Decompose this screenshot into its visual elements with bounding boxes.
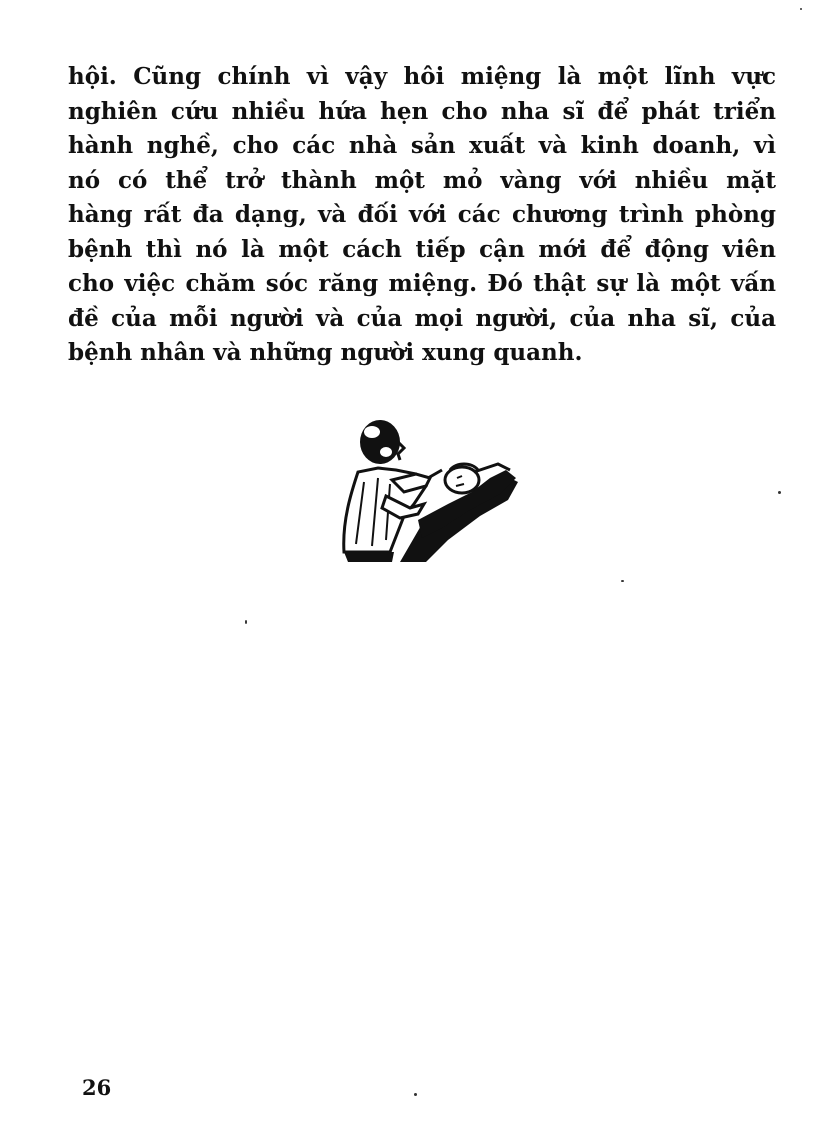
paragraph-line: nó có thể trở thành một mỏ vàng với nhiều mặt: [68, 166, 776, 194]
scan-speck: [778, 491, 781, 494]
paragraph-line: đề của mỗi người và của mọi người, của nha sĩ, của: [68, 304, 776, 332]
scan-speck: [414, 1093, 417, 1096]
paragraph-line: hàng rất đa dạng, và đối với các chương trình phòng: [68, 201, 776, 228]
paragraph-line: hội. Cũng chính vì vậy hôi miệng là một lĩnh vực: [68, 63, 776, 90]
paragraph-line: hành nghề, cho các nhà sản xuất và kinh doanh, vì: [68, 132, 776, 159]
dentist-treating-patient-icon: [330, 412, 525, 572]
paragraph-line: bệnh nhân và những người xung quanh.: [68, 339, 583, 366]
paragraph-line: bệnh thì nó là một cách tiếp cận mới để động viên: [68, 235, 776, 263]
scan-speck: [800, 8, 802, 10]
body-paragraph: [68, 60, 776, 371]
scan-speck: [245, 620, 247, 624]
page-number: 26: [82, 1075, 112, 1100]
paragraph-line: cho việc chăm sóc răng miệng. Đó thật sự là một vấn: [68, 270, 776, 297]
scan-speck: [621, 580, 624, 582]
paragraph-line: nghiên cứu nhiều hứa hẹn cho nha sĩ để phát triển: [68, 97, 776, 125]
